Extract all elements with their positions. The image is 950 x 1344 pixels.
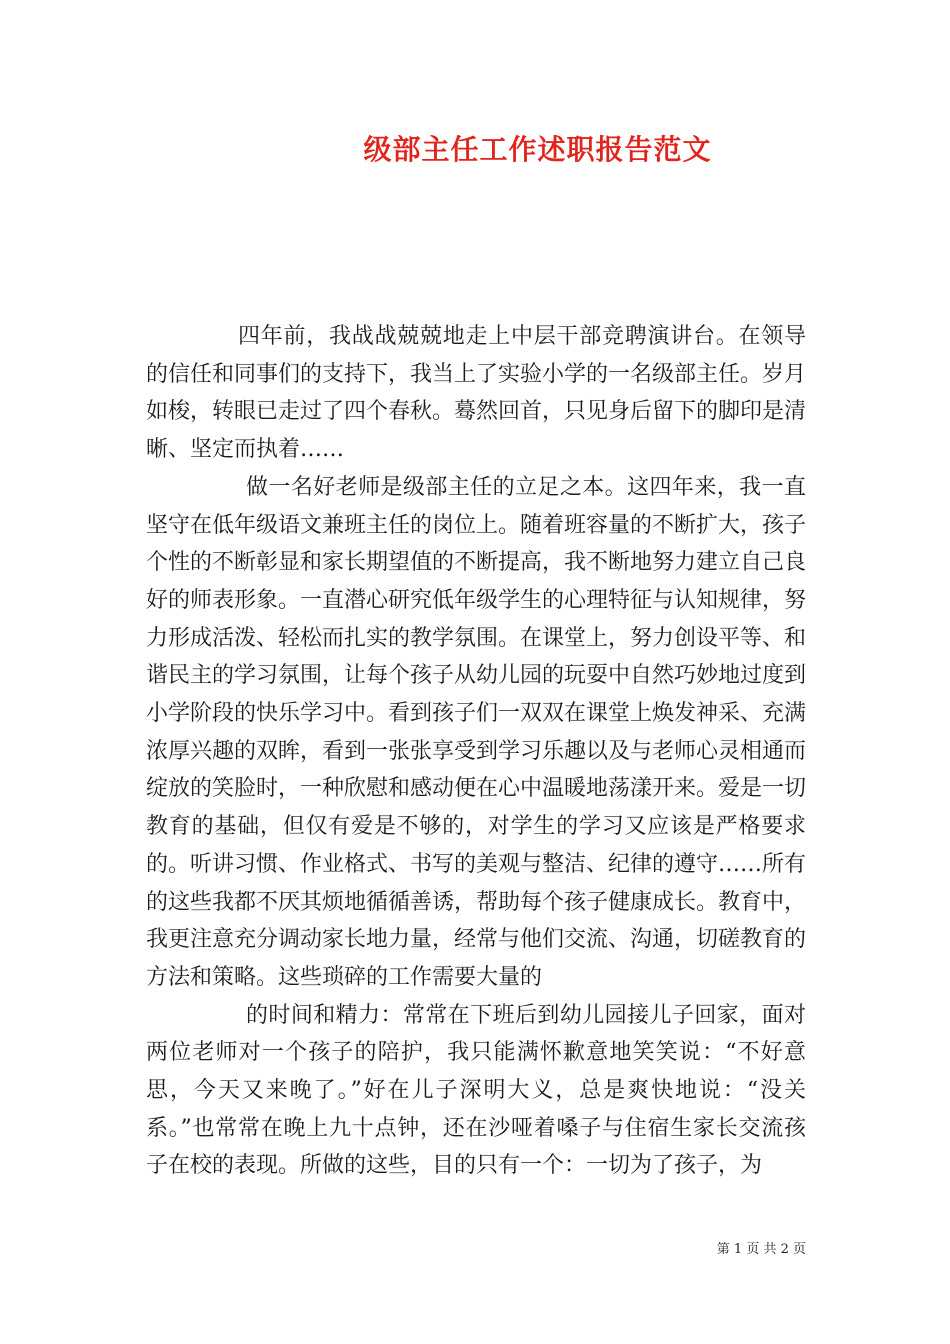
document-title: 级部主任工作述职报告范文 [363,133,712,166]
page-number: 第 1 页 共 2 页 [716,1242,806,1257]
paragraph-1: 四年前，我战战兢兢地走上中层干部竞聘演讲台。在领导的信任和同事们的支持下，我当上了实验小学的一名级部主任。岁月如梭，转眼已走过了四个春秋。蓦然回首，只见身后留下的脚印是清晰、坚定而执着…… [146,324,807,463]
paragraph-2: 做一名好老师是级部主任的立足之本。这四年来，我一直坚守在低年级语文兼班主任的岗位上。随着班容量的不断扩大，孩子个性的不断彰显和家长期望值的不断提高，我不断地努力建立自己良好的师表形象。一直潜心研究低年级学生的心理特征与认知规律，努力形成活泼、轻松而扎实的教学氛围。在课堂上，努力创设平等、和谐民主的学习氛围，让每个孩子从幼儿园的玩耍中自然巧妙地过度到小学阶段的快乐学习中。看到孩子们一双双在课堂上焕发神采、充满浓厚兴趣的双眸，看到一张张享受到学习乐趣以及与老师心灵相通而绽放的笑脸时，一种欣慰和感动便在心中温暖地荡漾开来。爱是一切教育的基础，但仅有爱是不够的，对学生的学习又应该是严格要求的。听讲习惯、作业格式、书写的美观与整洁、纪律的遵守……所有的这些我都不厌其烦地循循善诱，帮助每个孩子健康成长。教育中，我更注意充分调动家长地力量，经常与他们交流、沟通，切磋教育的方法和策略。这些琐碎的工作需要大量的 [146,474,807,990]
document-body [146,318,806,1185]
paragraph-3: 的时间和精力：常常在下班后到幼儿园接儿子回家，面对两位老师对一个孩子的陪护，我只能满怀歉意地笑笑说：“不好意思，今天又来晚了。”好在儿子深明大义，总是爽快地说：“没关系。”也常常在晚上九十点钟，还在沙哑着嗓子与住宿生家长交流孩子在校的表现。所做的这些，目的只有一个：一切为了孩子，为 [146,1002,806,1179]
